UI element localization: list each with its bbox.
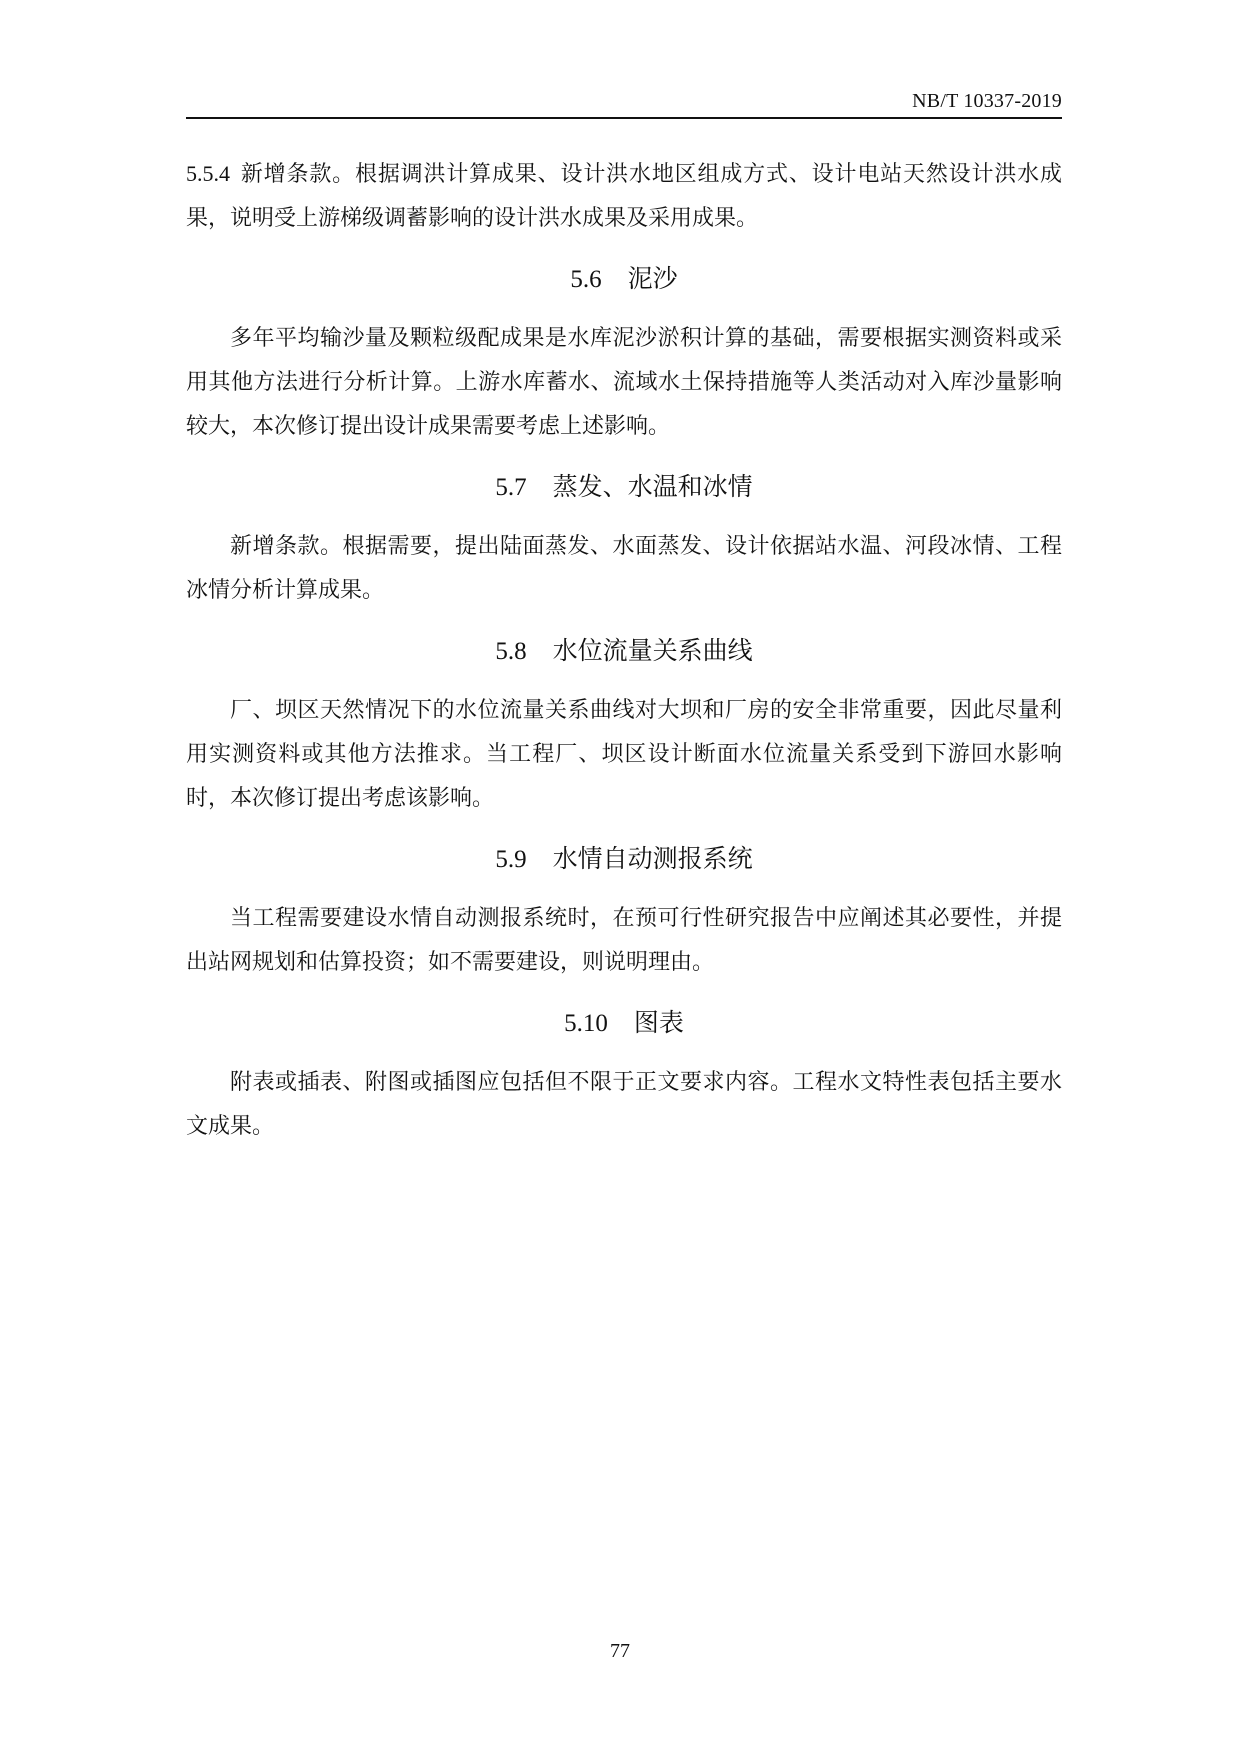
section-heading-5-8 xyxy=(186,631,1062,671)
page-number: 77 xyxy=(610,1640,630,1662)
section-title: 水位流量关系曲线 xyxy=(552,636,753,665)
section-paragraph-5-6: 多年平均输沙量及颗粒级配成果是水库泥沙淤积计算的基础，需要根据实测资料或采用其他方法进行分析计算。上游水库蓄水、流域水土保持措施等人类活动对入库沙量影响较大，本次修订提出设计成果需要考虑上述影响。 xyxy=(186,326,1062,439)
section-paragraph-5-7: 新增条款。根据需要，提出陆面蒸发、水面蒸发、设计依据站水温、河段冰情、工程冰情分析计算成果。 xyxy=(186,534,1062,603)
clause-5-5-4 xyxy=(186,152,1062,241)
header-divider xyxy=(186,117,1062,119)
section-number: 5.10 xyxy=(564,1010,608,1037)
section-title: 泥沙 xyxy=(627,264,678,293)
section-title: 图表 xyxy=(633,1008,684,1037)
section-paragraph-5-8: 厂、坝区天然情况下的水位流量关系曲线对大坝和厂房的安全非常重要，因此尽量利用实测资料或其他方法推求。当工程厂、坝区设计断面水位流量关系受到下游回水影响时，本次修订提出考虑该影响。 xyxy=(186,698,1062,811)
section-number: 5.7 xyxy=(495,474,527,501)
page-body xyxy=(186,152,1062,1149)
section-number: 5.8 xyxy=(495,638,527,665)
section-paragraph-5-9: 当工程需要建设水情自动测报系统时，在预可行性研究报告中应阐述其必要性，并提出站网规划和估算投资；如不需要建设，则说明理由。 xyxy=(186,906,1062,975)
section-heading-5-10 xyxy=(186,1003,1062,1043)
clause-number: 5.5.4 xyxy=(186,161,230,186)
section-heading-5-7 xyxy=(186,467,1062,507)
section-number: 5.6 xyxy=(570,266,602,293)
section-number: 5.9 xyxy=(495,846,527,873)
section-title: 蒸发、水温和冰情 xyxy=(552,472,753,501)
section-title: 水情自动测报系统 xyxy=(552,844,753,873)
standard-code: NB/T 10337-2019 xyxy=(912,90,1062,112)
section-heading-5-6 xyxy=(186,259,1062,299)
clause-text: 新增条款。根据调洪计算成果、设计洪水地区组成方式、设计电站天然设计洪水成果，说明受上游梯级调蓄影响的设计洪水成果及采用成果。 xyxy=(186,162,1062,231)
section-paragraph-5-10: 附表或插表、附图或插图应包括但不限于正文要求内容。工程水文特性表包括主要水文成果。 xyxy=(186,1070,1062,1139)
section-heading-5-9 xyxy=(186,839,1062,879)
